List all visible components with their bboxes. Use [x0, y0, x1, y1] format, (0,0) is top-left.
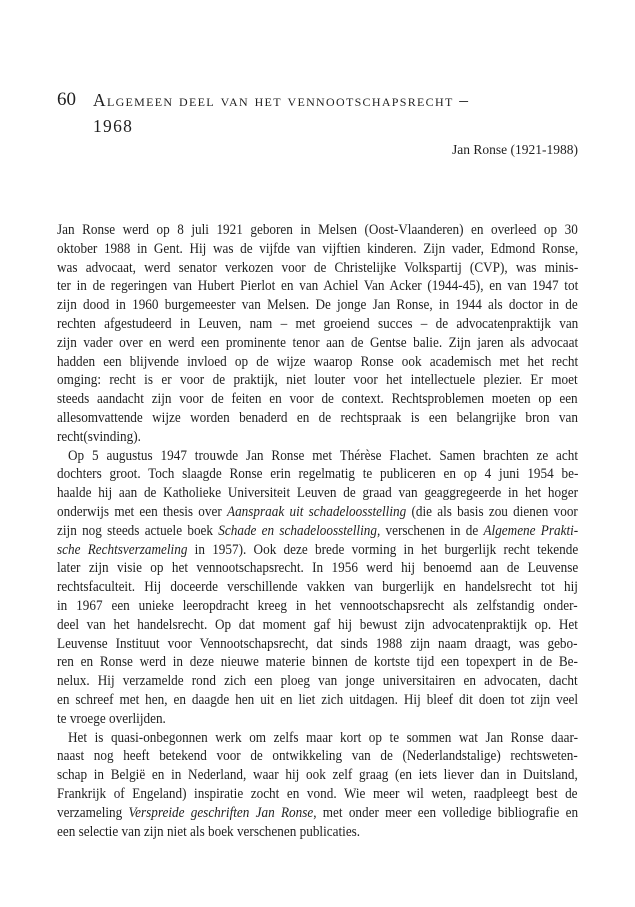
text-line — [57, 691, 578, 710]
text-line-content: zijn dood in 1960 burgemeester van Melsen. De jonge Jan Ronse, in 1944 als doctor in de — [57, 297, 578, 314]
text-line-content: Frankrijk of Engeland) inspiratie zocht en vond. Wie meer wil weten, raadpleegt best de — [57, 785, 578, 802]
text-line-content: en schreef met hen, en daagde hen uit en liet zich uitdagen. Hij bleef dit doen tot zijn veel — [57, 691, 579, 708]
text-line-content: een selectie van zijn niet als boek verschenen publicaties. — [57, 823, 361, 840]
text-line-content: nelux. Hij verzamelde rond zich een ploeg van jonge universitairen en advocaten, dacht — [57, 673, 578, 690]
text-line — [57, 672, 578, 691]
text-line — [57, 240, 578, 259]
text-line-content: steeds aandacht zijn voor de feiten en voor de context. Rechtsproblemen moeten op een — [57, 391, 578, 408]
text-line-content: Jan Ronse werd op 8 juli 1921 geboren in Melsen (Oost-Vlaanderen) en overleed op 30 — [57, 222, 578, 238]
text-line-content: in 1967 een unieke leeropdracht kreeg in het vennootschapsrecht als zelfstandig onder- — [57, 597, 578, 614]
text-line — [57, 277, 578, 296]
text-line — [57, 296, 578, 315]
text-line-content: verzameling Verspreide geschriften Jan Ronse, met onder meer een volledige bibliografie en — [57, 804, 579, 821]
text-line — [57, 616, 578, 635]
chapter-title-line-2: 1968 — [93, 116, 134, 136]
text-line-content: rechten afgestudeerd in Leuven, nam – met groeiend succes – de advocatenpraktijk van — [57, 315, 579, 332]
text-line — [57, 653, 578, 672]
text-line-content: schap in België en in Nederland, waar hij ook zelf graag (en iets liever dan in Duitsland, — [57, 767, 578, 784]
text-line-content: was advocaat, werd senator verkozen voor de Christelijke Volkspartij (CVP), was minis- — [57, 259, 579, 276]
text-line-content: allesomvattende wijze worden benaderd en de rechtspraak is een belangrijke bron van — [57, 409, 579, 426]
text-line — [57, 371, 578, 390]
text-line-content: rechtsfaculteit. Hij doceerde verschillende vakken van burgerlijk en handelsrecht tot hij — [57, 579, 578, 596]
paragraph — [57, 221, 578, 447]
text-line — [57, 503, 578, 522]
text-line — [57, 785, 578, 804]
paragraph — [57, 447, 578, 729]
text-line — [57, 221, 578, 240]
chapter-heading — [57, 87, 578, 139]
text-line-content: omging: recht is er voor de praktijk, niet louter voor het intellectuele plezier. Er moet — [57, 372, 578, 389]
text-line — [57, 766, 578, 785]
text-line-content: Op 5 augustus 1947 trouwde Jan Ronse met Thérèse Flachet. Samen brachten ze acht — [68, 447, 579, 464]
text-line-content: naast nog heeft betekend voor de ontwikkeling van de (Nederlandstalige) rechtsweten- — [57, 748, 578, 765]
chapter-number: 60 — [57, 89, 76, 110]
chapter-title-line-1: Algemeen deel van het vennootschapsrecht – — [93, 90, 470, 110]
text-line — [57, 747, 578, 766]
text-line-content: deel van het handelsrecht. Op dat moment gaf hij bewust zijn advocatenpraktijk op. Het — [57, 616, 578, 633]
text-line — [57, 259, 578, 278]
text-line — [57, 465, 578, 484]
text-line — [57, 541, 578, 560]
chapter-header — [57, 87, 578, 159]
paragraph — [57, 729, 578, 842]
text-line-content: dochters groot. Toch slaagde Ronse erin regelmatig te publiceren en op 4 juni 1954 be- — [57, 466, 579, 483]
text-line — [57, 447, 578, 466]
text-line-content: Het is quasi-onbegonnen werk om zelfs maar kort op te sommen wat Jan Ronse daar- — [68, 729, 579, 746]
text-line-content: haalde hij aan de Katholieke Universiteit Leuven de graad van geaggregeerde in het hoger — [57, 485, 578, 502]
text-line-content: ter in de regeringen van Hubert Pierlot en van Achiel Van Acker (1944-45), en van 1947 tot — [57, 278, 579, 295]
text-line — [57, 710, 578, 729]
text-line — [57, 559, 578, 578]
text-line — [57, 334, 578, 353]
text-line — [57, 597, 578, 616]
text-line — [57, 353, 578, 372]
text-line — [57, 390, 578, 409]
text-line-content: recht(svinding). — [57, 428, 141, 445]
text-line — [57, 578, 578, 597]
text-line — [57, 428, 578, 447]
text-line — [57, 484, 578, 503]
text-line — [57, 804, 578, 823]
text-line-content: Leuvense Instituut voor Vennootschapsrecht, dat sinds 1988 zijn naam draagt, was gebo- — [57, 635, 578, 652]
text-line — [57, 522, 578, 541]
chapter-title — [93, 87, 469, 139]
text-line — [57, 635, 578, 654]
text-line — [57, 823, 578, 842]
text-line-content: zijn nog steeds actuele boek Schade en schadeloosstelling, verschenen in de Algemene Prakti- — [57, 522, 579, 539]
text-line — [57, 729, 578, 748]
text-line-content: hadden een blijvende invloed op de wijze waarop Ronse ook academisch met het recht — [57, 353, 579, 370]
text-line-content: ren en Ronse werd in deze nieuwe materie binnen de kortste tijd een topexpert in de Be- — [57, 654, 578, 671]
article-body — [57, 221, 578, 841]
text-line-content: te vroege overlijden. — [57, 710, 166, 727]
byline: Jan Ronse (1921-1988) — [452, 142, 578, 157]
text-line-content: oktober 1988 in Gent. Hij was de vijfde van vijftien kinderen. Zijn vader, Edmond Ronse, — [57, 240, 579, 257]
text-line-content: sche Rechtsverzameling in 1957). Ook deze brede vorming in het burgerlijk recht tekende — [57, 541, 579, 558]
text-line-content: zijn vader over en werd een prominente tenor aan de Gentse balie. Zijn jaren als advocaat — [57, 334, 579, 351]
text-line-content: onderwijs met een thesis over Aanspraak uit schadeloosstelling (die als basis zou dienen voor — [57, 503, 578, 520]
text-line — [57, 409, 578, 428]
text-line — [57, 315, 578, 334]
text-line-content: later zijn visie op het vennootschapsrecht. In 1956 werd hij benoemd aan de Leuvense — [57, 560, 579, 577]
